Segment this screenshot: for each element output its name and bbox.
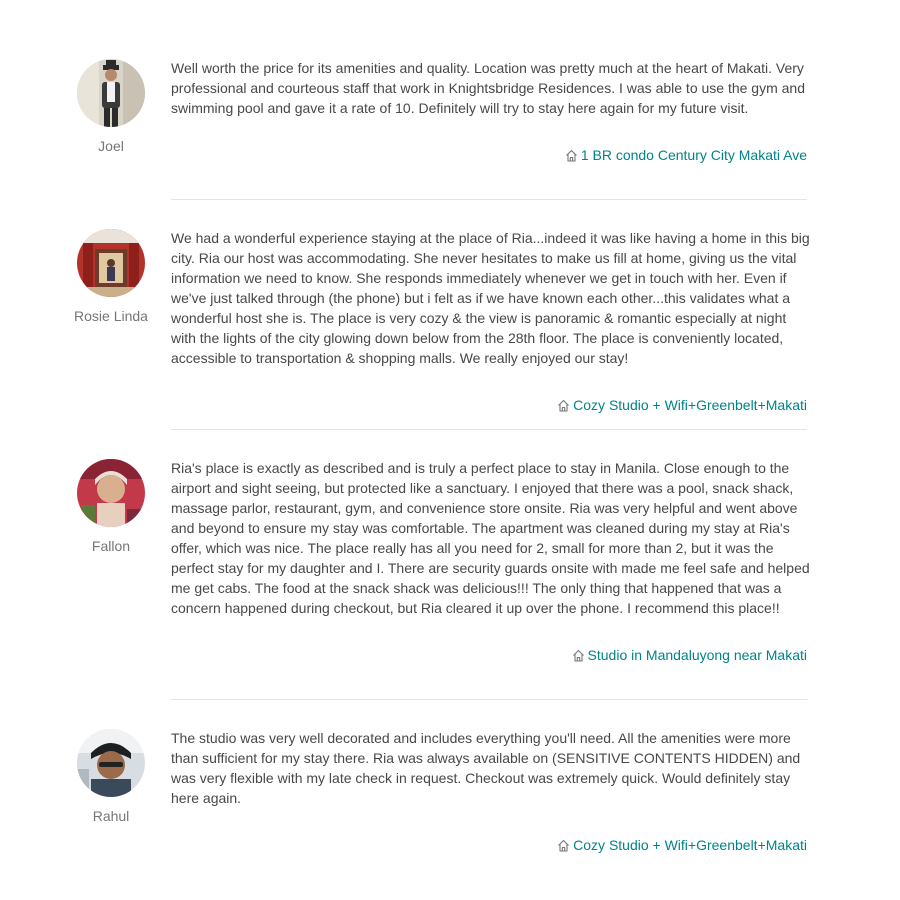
review-text: Well worth the price for its amenities and quality. Location was pretty much at the heart of Makati. Very professional and courteous staff that work in Knightsbridge Residences. I was able to use the gym and swimming pool and gave it a rate of 10. Definitely will try to stay here again for my future visit. [171,60,805,116]
avatar[interactable] [77,59,145,127]
reviewer[interactable] [77,729,145,826]
avatar[interactable] [77,229,145,297]
listing-link[interactable] [171,645,807,667]
review-text: We had a wonderful experience staying at the place of Ria...indeed it was like having a home in this big city. Ria our host was accommodating. She never hesitates to make us fill at home, giving us the vital information we need to know. She responds immediately whenever we get in touch with her. Even if we've just talked through (the phone) but i felt as if we have known each other...this validates what a wonderful host she is. The place is very cozy & the view is panoramic & romantic especially at night with the lights of the city glowing down below from the 28th floor. The place is conveniently located, accessible to transportation & shopping malls. We really enjoyed our stay! [171,230,810,366]
house-icon [565,147,578,167]
listing-name[interactable]: Cozy Studio + Wifi+Greenbelt+Makati [573,837,807,853]
listing-link[interactable] [171,395,807,417]
reviewer[interactable] [74,229,148,326]
divider [171,429,807,430]
avatar[interactable] [77,729,145,797]
listing-name[interactable]: 1 BR condo Century City Makati Ave [580,147,807,163]
listing-link[interactable] [171,835,807,857]
house-icon [557,397,570,417]
listing-name[interactable]: Cozy Studio + Wifi+Greenbelt+Makati [573,397,807,413]
reviewer-name[interactable]: Joel [98,138,124,154]
house-icon [572,647,585,667]
review-body [171,458,811,667]
avatar[interactable] [77,459,145,527]
reviewer-name[interactable]: Rahul [92,808,130,824]
review-body [171,58,811,167]
divider [171,699,807,700]
listing-link[interactable] [171,145,807,167]
house-icon [557,837,570,857]
reviewer-name[interactable]: Fallon [91,538,131,554]
divider [171,199,807,200]
reviewer[interactable] [77,459,145,556]
review-body [171,228,811,417]
review-body [171,728,811,857]
reviewer[interactable] [77,59,145,156]
listing-name[interactable]: Studio in Mandaluyong near Makati [587,647,807,663]
review-text: Ria's place is exactly as described and is truly a perfect place to stay in Manila. Close enough to the airport and sight seeing, but protected like a sanctuary. I enjoyed that there was a pool, snack shack, massage parlor, restaurant, gym, and convenience store onsite. Ria was very helpful and went above and beyond to ensure my stay was comfortable. The apartment was cleaned during my stay at Ria's offer, which was nice. The place really has all you need for 2, small for more than 2, but it was the perfect stay for my daughter and I. There are security guards onsite with made me feel safe and helped me get cabs. The food at the snack shack was delicious!!! The only thing that happened that was a concern happened during checkout, but Ria cleared it up over the phone. I recommend this place!! [171,460,810,616]
review-text: The studio was very well decorated and includes everything you'll need. All the amenities were more than sufficient for my stay there. Ria was always available on (SENSITIVE CONTENTS HIDDEN) and was very flexible with my late check in request. Checkout was extremely quick. Would definitely stay here again. [171,730,801,806]
reviewer-name[interactable]: Rosie Linda [74,308,148,324]
